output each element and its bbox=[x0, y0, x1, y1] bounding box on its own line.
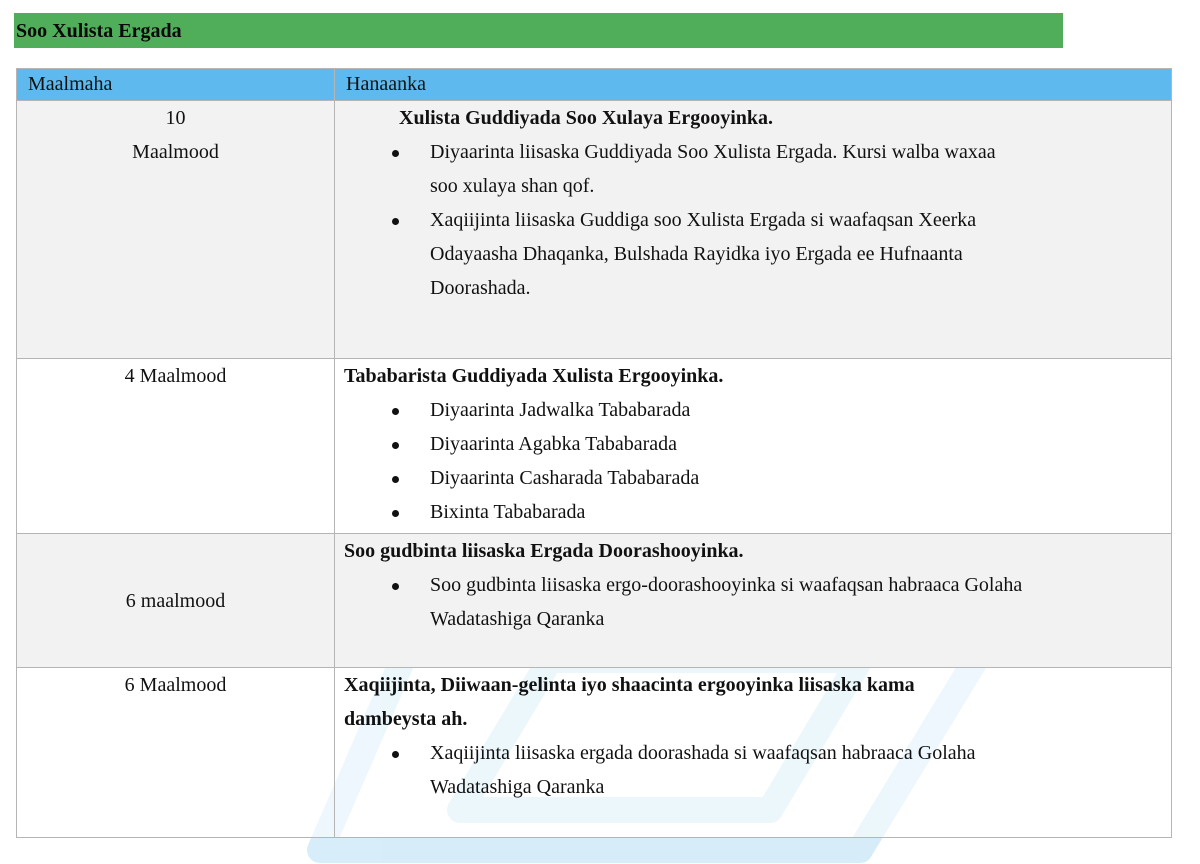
table-row bbox=[17, 668, 1172, 838]
table-header-row bbox=[17, 69, 1172, 101]
table-row bbox=[17, 359, 1172, 534]
activity-cell bbox=[335, 668, 1172, 838]
activity-cell bbox=[335, 101, 1172, 359]
duration-text: 6 maalmood bbox=[125, 589, 226, 612]
section-heading-bar bbox=[14, 13, 1063, 48]
list-item: Diyaarinta Jadwalka Tababarada bbox=[389, 393, 1020, 427]
section-title: Soo Xulista Ergada bbox=[16, 20, 182, 42]
list-item: Diyaarinta Agabka Tababarada bbox=[389, 427, 1020, 461]
duration-cell bbox=[17, 534, 335, 668]
duration-text: 6 Maalmood bbox=[124, 674, 227, 696]
activity-title: Tababarista Guddiyada Xulista Ergooyinka. bbox=[344, 365, 724, 387]
table-row bbox=[17, 101, 1172, 359]
duration-text: 10 bbox=[165, 107, 186, 129]
table-row bbox=[17, 534, 1172, 668]
duration-text: 4 Maalmood bbox=[124, 365, 227, 387]
list-item: Bixinta Tababarada bbox=[389, 495, 1020, 529]
list-item: Soo gudbinta liisaska ergo-doorashooyinka si waafaqsan habraaca Golaha Wadatashiga Qaranka bbox=[389, 568, 1030, 636]
duration-text: Maalmood bbox=[132, 141, 219, 163]
duration-cell bbox=[17, 668, 335, 838]
list-item: Xaqiijinta liisaska Guddiga soo Xulista Ergada si waafaqsan Xeerka Odayaasha Dhaqanka, Bulshada Rayidka iyo Ergada ee Hufnaanta Doorashada. bbox=[389, 203, 1020, 305]
activity-title: Soo gudbinta liisaska Ergada Doorashooyinka. bbox=[344, 540, 744, 562]
duration-cell bbox=[17, 101, 335, 359]
activity-cell bbox=[335, 359, 1172, 534]
schedule-table bbox=[16, 68, 1172, 838]
activity-title: Xaqiijinta, Diiwaan-gelinta iyo shaacinta ergooyinka liisaska kama dambeysta ah. bbox=[344, 674, 915, 730]
list-item: Xaqiijinta liisaska ergada doorashada si waafaqsan habraaca Golaha Wadatashiga Qaranka bbox=[389, 736, 1030, 804]
list-item: Diyaarinta liisaska Guddiyada Soo Xulista Ergada. Kursi walba waxaa soo xulaya shan qof. bbox=[389, 135, 1020, 203]
column-header-activity: Hanaanka bbox=[335, 69, 1172, 101]
duration-cell bbox=[17, 359, 335, 534]
list-item: Diyaarinta Casharada Tababarada bbox=[389, 461, 1020, 495]
activity-cell bbox=[335, 534, 1172, 668]
column-header-duration: Maalmaha bbox=[17, 69, 335, 101]
activity-title: Xulista Guddiyada Soo Xulaya Ergooyinka. bbox=[399, 107, 773, 129]
